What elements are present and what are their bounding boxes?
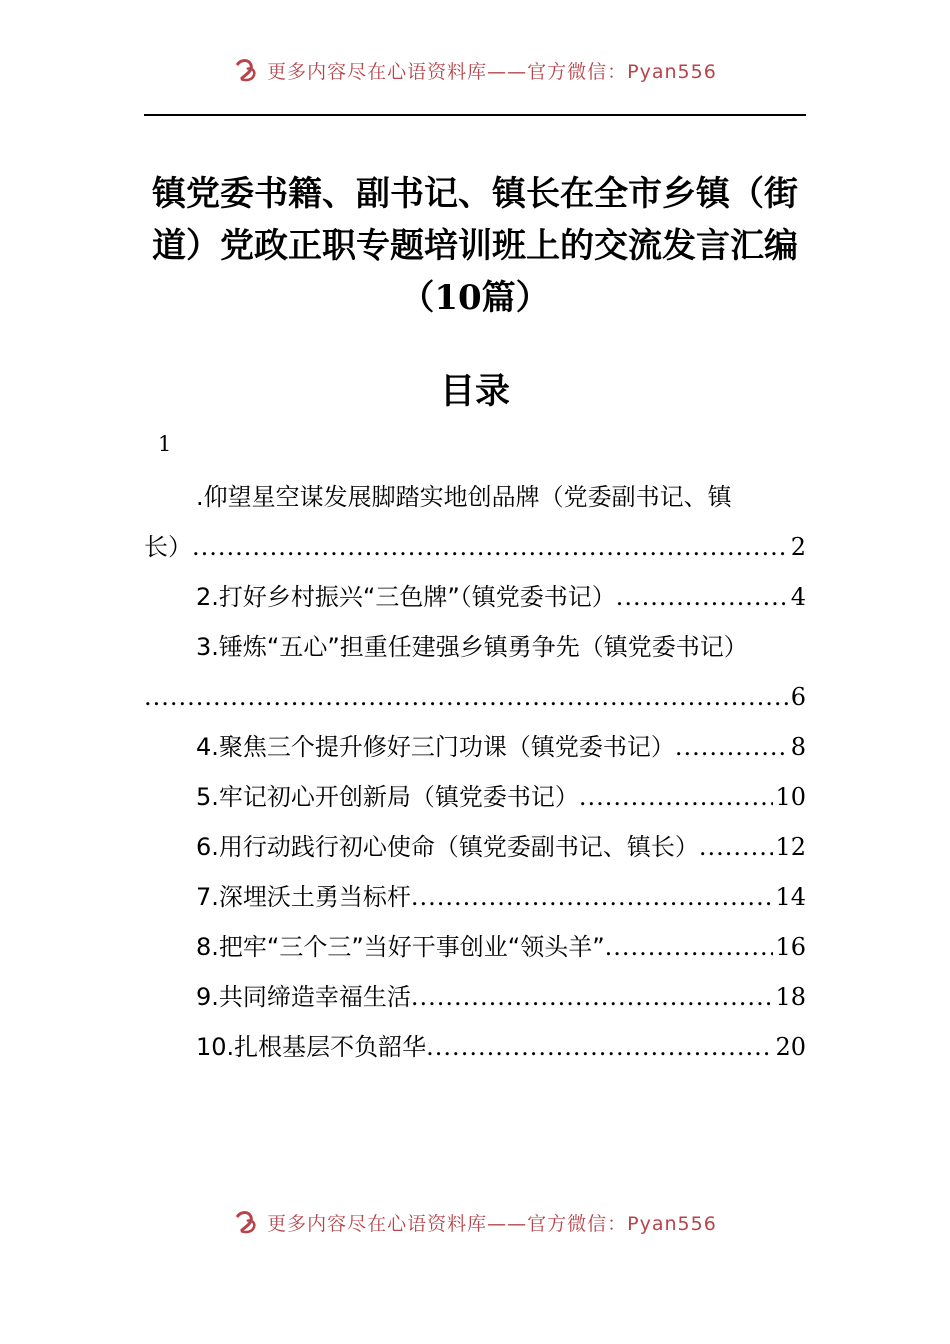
- toc-page-number: 6: [790, 683, 806, 711]
- toc-entry-1[interactable]: [144, 472, 806, 572]
- toc-page-number: 10: [775, 783, 806, 811]
- toc-leader: [426, 1022, 773, 1072]
- toc-entry-7[interactable]: [144, 872, 806, 922]
- toc-leader: [411, 872, 774, 922]
- toc-entry-5[interactable]: [144, 772, 806, 822]
- header-rule: [144, 114, 806, 116]
- toc-leader: [616, 572, 789, 622]
- toc-entry-text: 9.共同缔造幸福生活: [196, 983, 411, 1011]
- toc-entry-2[interactable]: [144, 572, 806, 622]
- toc-entry-text: 7.深埋沃土勇当标杆: [196, 883, 411, 911]
- toc-leader: [699, 822, 774, 872]
- watermark-bottom: [0, 1207, 950, 1237]
- logo-icon: [233, 1209, 259, 1235]
- toc-leader: [411, 972, 774, 1022]
- toc-heading: 目录: [439, 371, 510, 412]
- toc-page-number: 12: [775, 833, 806, 861]
- watermark-text: 更多内容尽在心语资料库——官方微信：Pyan556: [267, 1212, 717, 1235]
- toc-entry-9[interactable]: [144, 972, 806, 1022]
- watermark-text: 更多内容尽在心语资料库——官方微信：Pyan556: [267, 60, 717, 83]
- toc-leader: [579, 772, 774, 822]
- toc-entry-text: 6.用行动践行初心使命（镇党委副书记、镇长）: [196, 833, 699, 861]
- toc-page-number: 14: [775, 883, 806, 911]
- toc-entry-text: 4.聚焦三个提升修好三门功课（镇党委书记）: [196, 733, 675, 761]
- toc-page-number: 18: [775, 983, 806, 1011]
- document-title: 镇党委书籍、副书记、镇长在全市乡镇（街道）党政正职专题培训班上的交流发言汇编（10篇）: [152, 174, 798, 318]
- stray-number: 1: [158, 432, 172, 456]
- toc-entry-text: .仰望星空谋发展脚踏实地创品牌（党委副书记、镇: [196, 483, 732, 511]
- toc-entry-text: 3.锤炼“五心”担重任建强乡镇勇争先（镇党委书记）: [196, 633, 748, 661]
- toc-page-number: 2: [790, 533, 806, 561]
- toc-entry-text: 5.牢记初心开创新局（镇党委书记）: [196, 783, 579, 811]
- toc-leader: [144, 672, 789, 722]
- toc-page-number: 16: [775, 933, 806, 961]
- toc-leader: [605, 922, 774, 972]
- toc-entry-10[interactable]: [144, 1022, 806, 1072]
- logo-icon: [233, 57, 259, 83]
- toc-entry-text: 2.打好乡村振兴“三色牌”（镇党委书记）: [196, 583, 616, 611]
- toc-entry-3[interactable]: [144, 622, 806, 722]
- toc-entry-text: 10.扎根基层不负韶华: [196, 1033, 427, 1061]
- toc-page-number: 20: [775, 1033, 806, 1061]
- toc-leader: [675, 722, 789, 772]
- toc-page-number: 8: [790, 733, 806, 761]
- toc-entry-8[interactable]: [144, 922, 806, 972]
- toc-page-number: 4: [790, 583, 806, 611]
- toc-leader: [192, 522, 789, 572]
- toc-entry-6[interactable]: [144, 822, 806, 872]
- table-of-contents: [144, 472, 806, 1072]
- toc-entry-text-cont: 长）: [144, 533, 192, 561]
- toc-entry-4[interactable]: [144, 722, 806, 772]
- watermark-top: [0, 55, 950, 85]
- toc-entry-text: 8.把牢“三个三”当好干事创业“领头羊”: [196, 933, 605, 961]
